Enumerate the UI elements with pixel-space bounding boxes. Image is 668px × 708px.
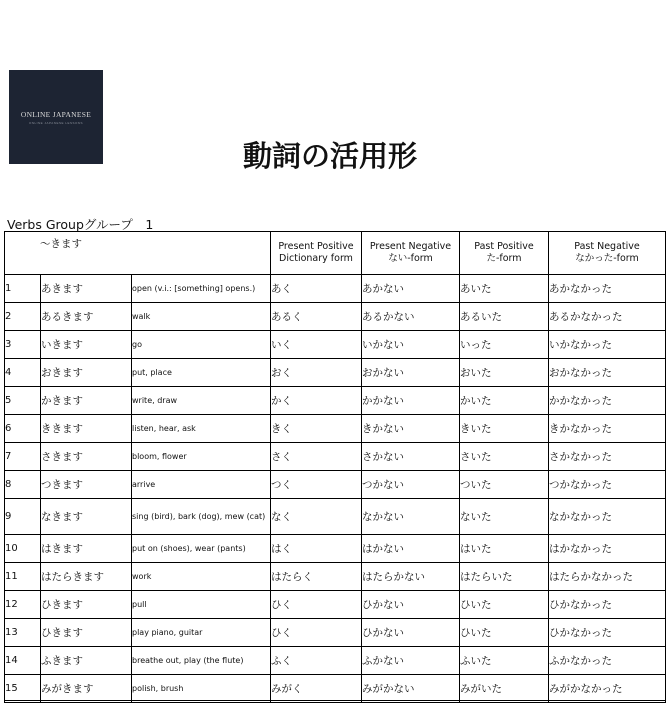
header-line: ない-form xyxy=(388,253,433,264)
nakatta-form: さかなかった xyxy=(549,443,666,471)
nai-form: はかない xyxy=(362,535,460,563)
nakatta-form: はたらかなかった xyxy=(549,563,666,591)
nakatta-form: ひかなかった xyxy=(549,591,666,619)
masu-form: はきます xyxy=(41,535,132,563)
logo-text: ONLINE JAPANESE xyxy=(20,109,92,119)
ta-form: はたらいた xyxy=(460,563,549,591)
nakatta-form: いかなかった xyxy=(549,331,666,359)
english-meaning: breathe out, play (the flute) xyxy=(132,647,271,675)
table-row xyxy=(5,563,666,591)
ta-form: さいた xyxy=(460,443,549,471)
table-row xyxy=(5,359,666,387)
dictionary-form: かく xyxy=(271,387,362,415)
row-number: 13 xyxy=(5,619,41,647)
masu-form: あるきます xyxy=(41,303,132,331)
header-nai-form xyxy=(362,232,460,275)
dictionary-form: ひく xyxy=(271,591,362,619)
dictionary-form: はく xyxy=(271,535,362,563)
nai-form: ふかない xyxy=(362,647,460,675)
english-meaning: write, draw xyxy=(132,387,271,415)
english-meaning: bloom, flower xyxy=(132,443,271,471)
dictionary-form: きく xyxy=(271,415,362,443)
table-row xyxy=(5,303,666,331)
header-line: Past Negative xyxy=(574,241,640,252)
english-meaning: put on (shoes), wear (pants) xyxy=(132,535,271,563)
dictionary-form: はたらく xyxy=(271,563,362,591)
dictionary-form: つく xyxy=(271,471,362,499)
header-dictionary-form xyxy=(271,232,362,275)
nai-form: あかない xyxy=(362,275,460,303)
masu-form: ふきます xyxy=(41,647,132,675)
table-row xyxy=(5,675,666,703)
nai-form: はたらかない xyxy=(362,563,460,591)
lead-header: ～きます xyxy=(5,232,271,275)
row-number: 1 xyxy=(5,275,41,303)
header-line: なかった-form xyxy=(575,253,639,264)
english-meaning: open (v.i.: [something] opens.) xyxy=(132,275,271,303)
table-row xyxy=(5,415,666,443)
table-row xyxy=(5,619,666,647)
header-line: Dictionary form xyxy=(279,253,353,264)
dictionary-form: みがく xyxy=(271,675,362,703)
ta-form: かいた xyxy=(460,387,549,415)
masu-form: つきます xyxy=(41,471,132,499)
verb-conjugation-table xyxy=(4,231,666,703)
ta-form: いった xyxy=(460,331,549,359)
dictionary-form: あるく xyxy=(271,303,362,331)
english-meaning: put, place xyxy=(132,359,271,387)
nai-form: さかない xyxy=(362,443,460,471)
group-label: Verbs Groupグループ 1 xyxy=(7,217,154,232)
nai-form: みがかない xyxy=(362,675,460,703)
table-header-row xyxy=(5,232,666,275)
english-meaning: pull xyxy=(132,591,271,619)
row-number: 12 xyxy=(5,591,41,619)
row-number: 8 xyxy=(5,471,41,499)
masu-form: ひきます xyxy=(41,619,132,647)
nai-form: いかない xyxy=(362,331,460,359)
english-meaning: work xyxy=(132,563,271,591)
row-number: 3 xyxy=(5,331,41,359)
nai-form: かかない xyxy=(362,387,460,415)
nakatta-form: あるかなかった xyxy=(549,303,666,331)
header-nakatta-form xyxy=(549,232,666,275)
nakatta-form: つかなかった xyxy=(549,471,666,499)
nakatta-form: かかなかった xyxy=(549,387,666,415)
row-number: 15 xyxy=(5,675,41,703)
header-line: た-form xyxy=(486,253,522,264)
english-meaning: sing (bird), bark (dog), mew (cat) xyxy=(132,499,271,535)
table-row xyxy=(5,387,666,415)
table-row xyxy=(5,443,666,471)
header-line: Past Positive xyxy=(474,241,534,252)
table-row xyxy=(5,499,666,535)
table-row xyxy=(5,647,666,675)
row-number: 6 xyxy=(5,415,41,443)
ta-form: はいた xyxy=(460,535,549,563)
nakatta-form: おかなかった xyxy=(549,359,666,387)
nai-form: おかない xyxy=(362,359,460,387)
dictionary-form: ひく xyxy=(271,619,362,647)
masu-form: おきます xyxy=(41,359,132,387)
row-number: 2 xyxy=(5,303,41,331)
masu-form: なきます xyxy=(41,499,132,535)
ta-form: ついた xyxy=(460,471,549,499)
ta-form: あいた xyxy=(460,275,549,303)
dictionary-form: おく xyxy=(271,359,362,387)
masu-form: ききます xyxy=(41,415,132,443)
table-body xyxy=(5,275,666,703)
ta-form: きいた xyxy=(460,415,549,443)
table-row xyxy=(5,275,666,303)
masu-form: ひきます xyxy=(41,591,132,619)
ta-form: おいた xyxy=(460,359,549,387)
ta-form: ひいた xyxy=(460,591,549,619)
nakatta-form: ふかなかった xyxy=(549,647,666,675)
ta-form: ふいた xyxy=(460,647,549,675)
table-row xyxy=(5,591,666,619)
english-meaning: go xyxy=(132,331,271,359)
page-title: 動詞の活用形 xyxy=(242,139,417,173)
masu-form: あきます xyxy=(41,275,132,303)
ta-form: みがいた xyxy=(460,675,549,703)
row-number: 7 xyxy=(5,443,41,471)
nai-form: あるかない xyxy=(362,303,460,331)
dictionary-form: ふく xyxy=(271,647,362,675)
nakatta-form: なかなかった xyxy=(549,499,666,535)
row-number: 9 xyxy=(5,499,41,535)
nakatta-form: みがかなかった xyxy=(549,675,666,703)
header-ta-form xyxy=(460,232,549,275)
logo xyxy=(9,70,103,164)
row-number: 11 xyxy=(5,563,41,591)
english-meaning: play piano, guitar xyxy=(132,619,271,647)
row-number: 4 xyxy=(5,359,41,387)
nakatta-form: あかなかった xyxy=(549,275,666,303)
nai-form: ひかない xyxy=(362,591,460,619)
nai-form: きかない xyxy=(362,415,460,443)
header-line: Present Positive xyxy=(278,241,354,252)
nai-form: ひかない xyxy=(362,619,460,647)
logo-subtext: ONLINE JAPANESE LESSONS xyxy=(29,120,83,125)
table-row xyxy=(5,471,666,499)
nai-form: つかない xyxy=(362,471,460,499)
nakatta-form: ひかなかった xyxy=(549,619,666,647)
dictionary-form: さく xyxy=(271,443,362,471)
english-meaning: arrive xyxy=(132,471,271,499)
table-row xyxy=(5,535,666,563)
ta-form: ひいた xyxy=(460,619,549,647)
masu-form: はたらきます xyxy=(41,563,132,591)
nakatta-form: きかなかった xyxy=(549,415,666,443)
row-number: 5 xyxy=(5,387,41,415)
row-number: 14 xyxy=(5,647,41,675)
table-row xyxy=(5,331,666,359)
english-meaning: listen, hear, ask xyxy=(132,415,271,443)
dictionary-form: いく xyxy=(271,331,362,359)
masu-form: いきます xyxy=(41,331,132,359)
nakatta-form: はかなかった xyxy=(549,535,666,563)
english-meaning: walk xyxy=(132,303,271,331)
dictionary-form: あく xyxy=(271,275,362,303)
ta-form: あるいた xyxy=(460,303,549,331)
nai-form: なかない xyxy=(362,499,460,535)
english-meaning: polish, brush xyxy=(132,675,271,703)
header-line: Present Negative xyxy=(369,241,452,252)
masu-form: みがきます xyxy=(41,675,132,703)
masu-form: かきます xyxy=(41,387,132,415)
masu-form: さきます xyxy=(41,443,132,471)
ta-form: ないた xyxy=(460,499,549,535)
table-bottom-border xyxy=(4,700,665,701)
dictionary-form: なく xyxy=(271,499,362,535)
row-number: 10 xyxy=(5,535,41,563)
